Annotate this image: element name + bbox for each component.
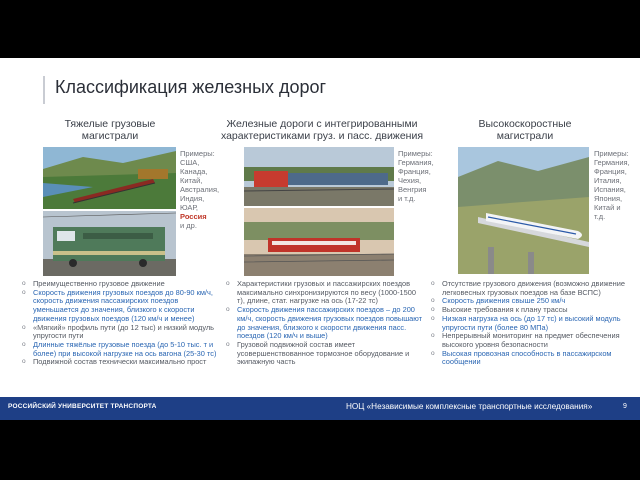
slide bbox=[0, 58, 640, 420]
slide-footer bbox=[0, 397, 640, 420]
example-country: США, bbox=[180, 158, 200, 167]
example-country: Франция, bbox=[398, 167, 431, 176]
column-1-examples bbox=[180, 149, 222, 230]
bullet-item-highlight: o Скорость движения пассажирских поездов – до 200 км/ч, скорость движения грузовых поездов повышают до значения, близкого к скорости движения пасс. поездов (120 км/ч и выше) bbox=[226, 306, 424, 341]
column-3-header-line-2: магистрали bbox=[496, 130, 554, 142]
column-2-examples bbox=[398, 149, 442, 203]
page-number: 9 bbox=[623, 403, 627, 410]
example-country: т.д. bbox=[594, 212, 606, 221]
example-country: Германия, bbox=[398, 158, 434, 167]
column-1-examples-label: Примеры: bbox=[180, 149, 215, 158]
slide-title: Классификация железных дорог bbox=[55, 77, 327, 97]
bullet-item-highlight: o Скорость движения грузовых поездов до 80-90 км/ч, скорость движения пассажирских поездов уменьшается до значения, близкого к скорости движения грузовых поездов (120 км/ч и менее) bbox=[22, 289, 222, 324]
freight-locomotive-photo bbox=[43, 211, 176, 276]
example-country: Япония, bbox=[594, 194, 623, 203]
column-1-bullets bbox=[22, 280, 222, 367]
university-name: РОССИЙСКИЙ УНИВЕРСИТЕТ ТРАНСПОРТА bbox=[8, 403, 157, 410]
bullet-item-highlight: o Длинные тяжёлые грузовые поезда (до 5-10 тыс. т и более) при высокой нагрузке на ось вагона (25-30 тс) bbox=[22, 341, 222, 358]
column-1-header-line-2: магистрали bbox=[81, 130, 139, 142]
example-country: Италия, bbox=[594, 176, 622, 185]
bullet-item: o Подвижной состав технически максимально прост bbox=[22, 358, 222, 367]
bullet-item-highlight: o Скорость движения свыше 250 км/ч bbox=[431, 297, 631, 306]
column-1-header-line-1: Тяжелые грузовые bbox=[64, 118, 156, 130]
freight-train-photo-coast bbox=[43, 147, 176, 209]
example-country: Германия, bbox=[594, 158, 630, 167]
bullet-item-highlight: o Высокая провозная способность в пассажирском сообщении bbox=[431, 350, 631, 367]
bullet-item: o «Мягкий» профиль пути (до 12 тыс) и низкий модуль упругости пути bbox=[22, 324, 222, 341]
column-3-header-line-1: Высокоскоростные bbox=[478, 118, 572, 130]
bullet-item: o Непрерывный мониторинг на предмет обеспечения высокого уровня безопасности bbox=[431, 332, 631, 349]
bullet-item: o Высокие требования к плану трассы bbox=[431, 306, 631, 315]
column-2-bullets bbox=[226, 280, 424, 367]
bullet-item: o Преимущественно грузовое движение bbox=[22, 280, 222, 289]
example-country: Индия, bbox=[180, 194, 205, 203]
bullet-item: o Отсутствие грузового движения (возможно движение легковесных грузовых поездов на базе ВСПС) bbox=[431, 280, 631, 297]
column-2-header-line-2: характеристиками груз. и пасс. движения bbox=[220, 130, 424, 142]
integrated-train-photo-2 bbox=[244, 208, 394, 276]
example-country: Китай и bbox=[594, 203, 621, 212]
example-country: ЮАР, bbox=[180, 203, 198, 212]
high-speed-train-photo bbox=[458, 147, 589, 274]
example-country: и др. bbox=[180, 221, 197, 230]
column-2-header-line-1: Железные дороги с интегрированными bbox=[226, 118, 418, 130]
column-1-header bbox=[40, 118, 180, 142]
example-country: Венгрия bbox=[398, 185, 427, 194]
integrated-train-photo-1 bbox=[244, 147, 394, 206]
column-3-header bbox=[455, 118, 595, 142]
example-country: и т.д. bbox=[398, 194, 416, 203]
bullet-item: o Грузовой подвижной состав имеет усовершенствованное тормозное оборудование и экипажную часть bbox=[226, 341, 424, 367]
column-3-bullets bbox=[431, 280, 631, 367]
example-country: Австралия, bbox=[180, 185, 220, 194]
example-country: Испания, bbox=[594, 185, 626, 194]
example-country-highlight: Россия bbox=[180, 212, 207, 221]
bullet-item: o Характеристики грузовых и пассажирских поездов максимально синхронизируются по весу (1000-1500 т), длине, стат. нагрузке на ось (17-22 тс) bbox=[226, 280, 424, 306]
example-country: Канада, bbox=[180, 167, 208, 176]
column-2-examples-label: Примеры: bbox=[398, 149, 433, 158]
title-divider bbox=[43, 76, 45, 104]
example-country: Франция, bbox=[594, 167, 627, 176]
column-3-examples bbox=[594, 149, 638, 221]
bullet-item-highlight: o Низкая нагрузка на ось (до 17 тс) и высокий модуль упругости пути (более 80 МПа) bbox=[431, 315, 631, 332]
column-2-header bbox=[202, 118, 442, 142]
research-center-name: НОЦ «Независимые комплексные транспортные исследования» bbox=[346, 402, 593, 411]
example-country: Китай, bbox=[180, 176, 203, 185]
column-3-examples-label: Примеры: bbox=[594, 149, 629, 158]
example-country: Чехия, bbox=[398, 176, 422, 185]
